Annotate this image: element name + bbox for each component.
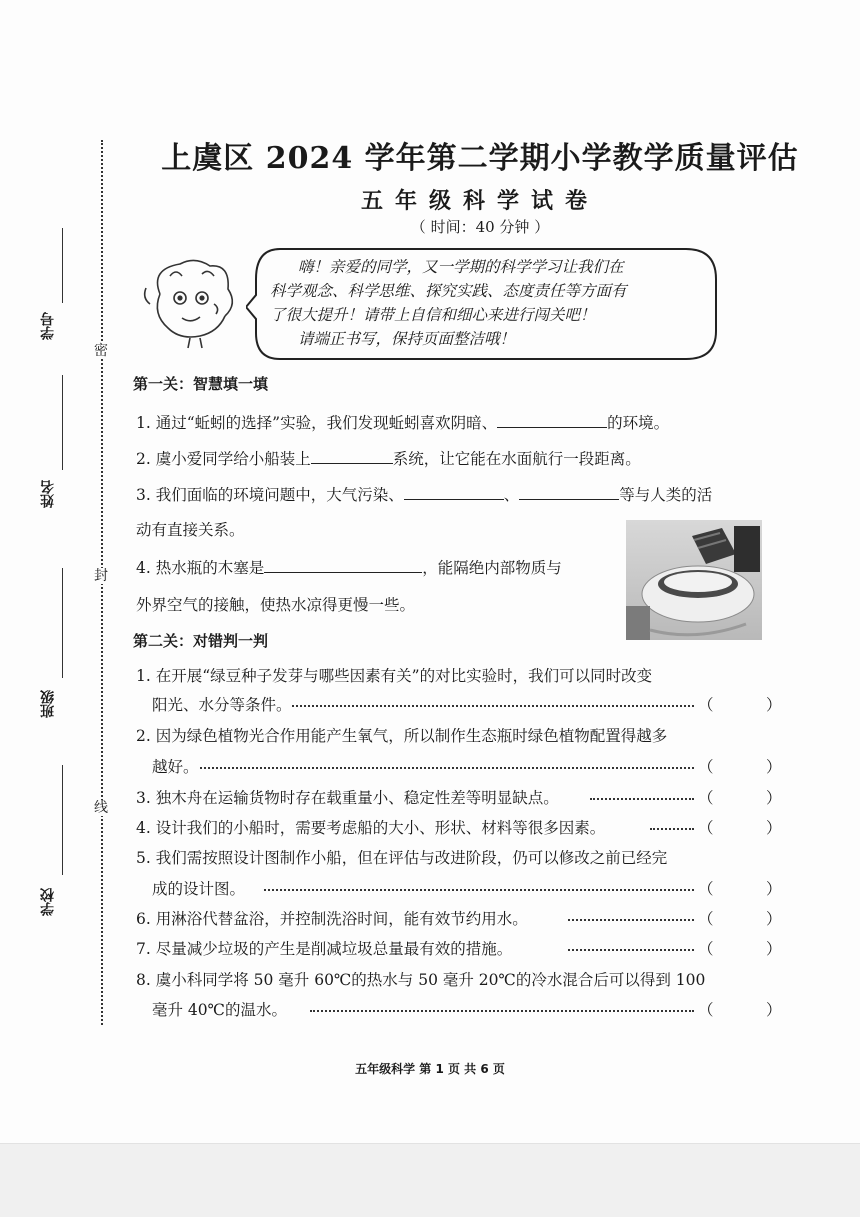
name-label: 姓名 xyxy=(40,480,56,508)
judge-item-line xyxy=(152,877,245,899)
question-text: 4. 热水瓶的木塞是 xyxy=(136,559,265,577)
answer-paren-open[interactable]: （ xyxy=(698,789,714,807)
question-text: 的环境。 xyxy=(607,414,670,432)
judge-item-text: 成的设计图。 xyxy=(152,880,246,898)
answer-paren-close: ） xyxy=(766,758,782,776)
answer-paren-open[interactable]: （ xyxy=(698,819,714,837)
judge-item-line: 8. 虞小科同学将 50 毫升 60℃的热水与 50 毫升 20℃的冷水混合后可以得到 100 xyxy=(136,971,706,989)
answer-paren-open[interactable]: （ xyxy=(698,1001,714,1019)
dot-leader xyxy=(590,786,694,800)
answer-blank[interactable] xyxy=(519,485,619,500)
question-text: 系统，让它能在水面航行一段距离。 xyxy=(392,450,641,468)
fill-question-3 xyxy=(136,483,712,505)
greeting-text xyxy=(270,255,710,351)
fold-char-feng: 封 xyxy=(94,568,108,584)
fill-question-3-cont: 动有直接关系。 xyxy=(136,521,245,539)
answer-paren-close: ） xyxy=(766,789,782,807)
answer-blank[interactable] xyxy=(264,558,422,573)
judge-item-line: 6. 用淋浴代替盆浴，并控制洗浴时间，能有效节约用水。 xyxy=(136,910,528,928)
school-field[interactable] xyxy=(62,765,63,875)
dot-leader xyxy=(292,693,694,707)
answer-paren-open[interactable]: （ xyxy=(698,758,714,776)
fold-char-xian: 线 xyxy=(94,800,108,816)
answer-paren-close: ） xyxy=(766,1001,782,1019)
answer-paren-close: ） xyxy=(766,819,782,837)
judge-item-line: 2. 因为绿色植物光合作用能产生氧气，所以制作生态瓶时绿色植物配置得越多 xyxy=(136,727,668,745)
question-text: 等与人类的活 xyxy=(619,486,713,504)
judge-item-line: 7. 尽量减少垃圾的产生是削减垃圾总量最有效的措施。 xyxy=(136,940,513,958)
fill-question-1 xyxy=(136,411,669,433)
exam-title: 上虞区 2024 学年第二学期小学教学质量评估 xyxy=(161,141,799,176)
judge-item-line xyxy=(152,998,287,1020)
fold-char-mi: 密 xyxy=(94,343,108,359)
question-text: 3. 我们面临的环境问题中，大气污染、 xyxy=(136,486,404,504)
exam-subtitle: 五年级科学试卷 xyxy=(360,188,599,214)
dot-leader xyxy=(650,816,694,830)
question-text: 1. 通过“蚯蚓的选择”实验，我们发现蚯蚓喜欢阴暗、 xyxy=(136,414,498,432)
answer-paren-close: ） xyxy=(766,940,782,958)
answer-paren-open[interactable]: （ xyxy=(698,696,714,714)
greeting-line: 嗨！亲爱的同学，又一学期的科学学习让我们在 xyxy=(298,258,624,276)
page-footer: 五年级科学 第 1 页 共 6 页 xyxy=(355,1062,505,1076)
scan-margin xyxy=(0,1143,860,1217)
school-label: 学校 xyxy=(40,888,56,916)
student-number-label: 学号 xyxy=(40,312,56,340)
answer-paren-close: ） xyxy=(766,880,782,898)
question-text: 、 xyxy=(503,486,520,504)
answer-blank[interactable] xyxy=(404,485,504,500)
greeting-line: 科学观念、科学思维、探究实践、态度责任等方面有 xyxy=(270,282,627,300)
name-field[interactable] xyxy=(62,375,63,470)
dot-leader xyxy=(568,907,694,921)
section2-title: 第二关：对错判一判 xyxy=(133,632,269,650)
exam-time: （ 时间：40 分钟 ） xyxy=(410,218,550,236)
answer-paren-open[interactable]: （ xyxy=(698,910,714,928)
answer-paren-close: ） xyxy=(766,696,782,714)
question-text: ，能隔绝内部物质与 xyxy=(422,559,562,577)
answer-paren-open[interactable]: （ xyxy=(698,880,714,898)
judge-item-line: 1. 在开展“绿豆种子发芽与哪些因素有关”的对比实验时，我们可以同时改变 xyxy=(136,667,653,685)
greeting-line: 了很大提升！请带上自信和细心来进行闯关吧！ xyxy=(270,306,596,324)
fill-question-4-cont: 外界空气的接触，使热水凉得更慢一些。 xyxy=(136,596,416,614)
class-label: 班级 xyxy=(40,690,56,718)
answer-blank[interactable] xyxy=(497,413,607,428)
judge-item-line: 5. 我们需按照设计图制作小船，但在评估与改进阶段，仍可以修改之前已经完 xyxy=(136,849,668,867)
judge-item-line: 3. 独木舟在运输货物时存在载重量小、稳定性差等明显缺点。 xyxy=(136,789,559,807)
judge-item-text: 阳光、水分等条件。 xyxy=(152,696,292,714)
section1-title: 第一关：智慧填一填 xyxy=(133,375,269,393)
judge-item-text: 毫升 40℃的温水。 xyxy=(152,1001,287,1019)
dot-leader xyxy=(200,755,694,769)
dot-leader xyxy=(310,998,694,1012)
answer-paren-close: ） xyxy=(766,910,782,928)
fill-question-2 xyxy=(136,447,641,469)
thermos-cork-photo xyxy=(626,520,762,640)
question-text: 2. 虞小爱同学给小船装上 xyxy=(136,450,311,468)
greeting-line: 请端正书写，保持页面整洁哦！ xyxy=(298,330,516,348)
answer-blank[interactable] xyxy=(311,449,393,464)
judge-item-line xyxy=(152,755,199,777)
dot-leader xyxy=(264,877,694,891)
cartoon-boy-icon xyxy=(140,254,240,350)
judge-item-line xyxy=(152,693,292,715)
dot-leader xyxy=(568,937,694,951)
judge-item-text: 越好。 xyxy=(152,758,199,776)
student-number-field[interactable] xyxy=(62,228,63,303)
class-field[interactable] xyxy=(62,568,63,678)
answer-paren-open[interactable]: （ xyxy=(698,940,714,958)
judge-item-line: 4. 设计我们的小船时，需要考虑船的大小、形状、材料等很多因素。 xyxy=(136,819,606,837)
fill-question-4 xyxy=(136,556,562,578)
